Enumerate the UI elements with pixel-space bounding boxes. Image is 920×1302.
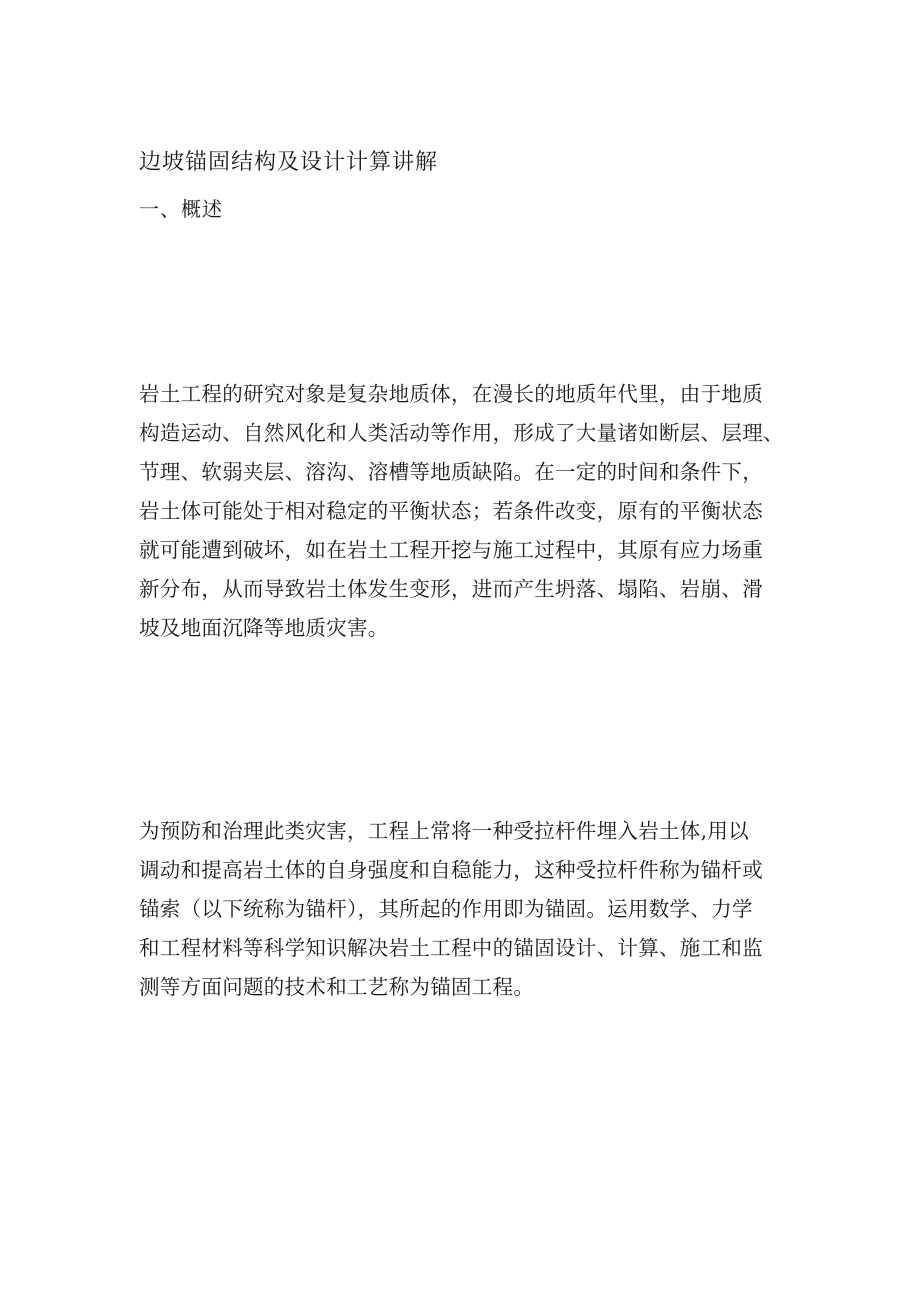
section-heading: 一、概述 <box>139 197 223 221</box>
paragraph-line: 为预防和治理此类灾害，工程上常将一种受拉杆件埋入岩土体,用以 <box>139 819 750 843</box>
paragraph-line: 测等方面问题的技术和工艺称为锚固工程。 <box>139 975 535 999</box>
paragraph-line: 节理、软弱夹层、溶沟、溶槽等地质缺陷。在一定的时间和条件下， <box>139 460 763 484</box>
paragraph-line: 坡及地面沉降等地质灾害。 <box>139 616 389 640</box>
document-title: 边坡锚固结构及设计计算讲解 <box>139 150 439 175</box>
paragraph-2 <box>139 812 803 1007</box>
paragraph-line: 新分布，从而导致岩土体发生变形，进而产生坍落、塌陷、岩崩、滑 <box>139 577 763 601</box>
paragraph-line: 岩土工程的研究对象是复杂地质体，在漫长的地质年代里，由于地质 <box>139 382 763 406</box>
paragraph-line: 构造运动、自然风化和人类活动等作用，形成了大量诸如断层、层理、 <box>139 421 784 445</box>
paragraph-line: 和工程材料等科学知识解决岩土工程中的锚固设计、计算、施工和监 <box>139 936 763 960</box>
paragraph-1 <box>139 375 803 648</box>
paragraph-line: 锚索（以下统称为锚杆），其所起的作用即为锚固。运用数学、力学 <box>139 897 753 921</box>
paragraph-line: 调动和提高岩土体的自身强度和自稳能力，这种受拉杆件称为锚杆或 <box>139 858 763 882</box>
paragraph-line: 就可能遭到破坏，如在岩土工程开挖与施工过程中，其原有应力场重 <box>139 538 763 562</box>
paragraph-line: 岩土体可能处于相对稳定的平衡状态；若条件改变，原有的平衡状态 <box>139 499 763 523</box>
